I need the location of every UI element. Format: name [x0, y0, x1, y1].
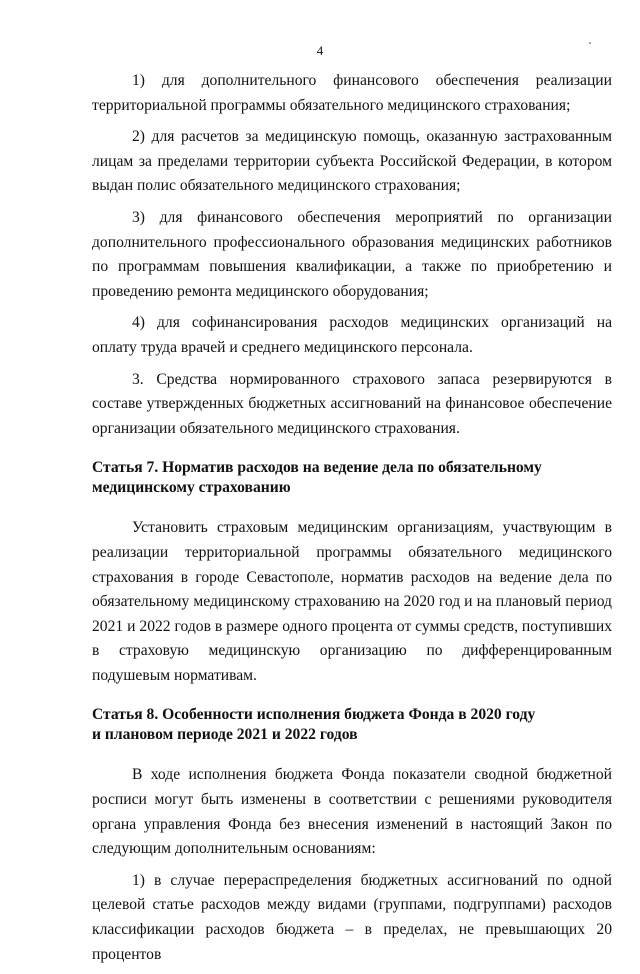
paragraph-item-4: 4) для софинансирования расходов медицинских организаций на оплату труда врачей и среднего медицинского персонала.: [92, 314, 612, 356]
paragraph-clause-3: 3. Средства нормированного страхового запаса резервируются в составе утвержденных бюджетных ассигнований на финансовое обеспечение организации обязательного медицинского страхования.: [92, 370, 612, 437]
article-8-paragraph: В ходе исполнения бюджета Фонда показатели сводной бюджетной росписи могут быть изменены в соответствии с решениями руководителя органа управления Фонда без внесения изменений в настоящий Закон по следующим дополнительным основаниям:: [92, 766, 612, 858]
document-body: [92, 69, 612, 974]
article-7-heading: [92, 458, 612, 498]
scan-speck: [589, 42, 591, 44]
paragraph-item-2: 2) для расчетов за медицинскую помощь, оказанную застрахованным лицам за пределами территории субъекта Российской Федерации, в котором выдан полис обязательного медицинского страхования;: [92, 128, 612, 195]
article-8-item-1: 1) в случае перераспределения бюджетных ассигнований по одной целевой статье расходов между видами (группами, подгруппами) расходов классификации расходов бюджета – в пределах, не превышающих 20 процентов: [92, 871, 612, 963]
article-7-paragraph: Установить страховым медицинским организациям, участвующим в реализации территориальной программы обязательного медицинского страхования в городе Севастополе, норматив расходов на ведение дела по обязательному медицинскому страхованию на 2020 год и на плановый период 2021 и 2022 годов в размере одного процента от суммы средств, поступивших в страховую медицинскую организацию по дифференцированным подушевым нормативам.: [92, 519, 612, 684]
paragraph-item-1: 1) для дополнительного финансового обеспечения реализации территориальной программы обязательного медицинского страхования;: [92, 72, 612, 114]
article-8-heading-line2: и плановом периоде 2021 и 2022 годов: [92, 726, 358, 744]
article-7-heading-line1: Статья 7. Норматив расходов на ведение дела по обязательному: [92, 459, 542, 477]
article-8-heading: [92, 705, 612, 745]
article-7-heading-line2: медицинскому страхованию: [92, 479, 291, 497]
article-8-heading-line1: Статья 8. Особенности исполнения бюджета Фонда в 2020 году: [92, 706, 536, 724]
page-number: 4: [316, 43, 324, 58]
paragraph-item-3: 3) для финансового обеспечения мероприятий по организации дополнительного профессионального образования медицинских работников по программам повышения квалификации, а также по приобретению и проведению ремонта медицинского оборудования;: [92, 208, 612, 300]
